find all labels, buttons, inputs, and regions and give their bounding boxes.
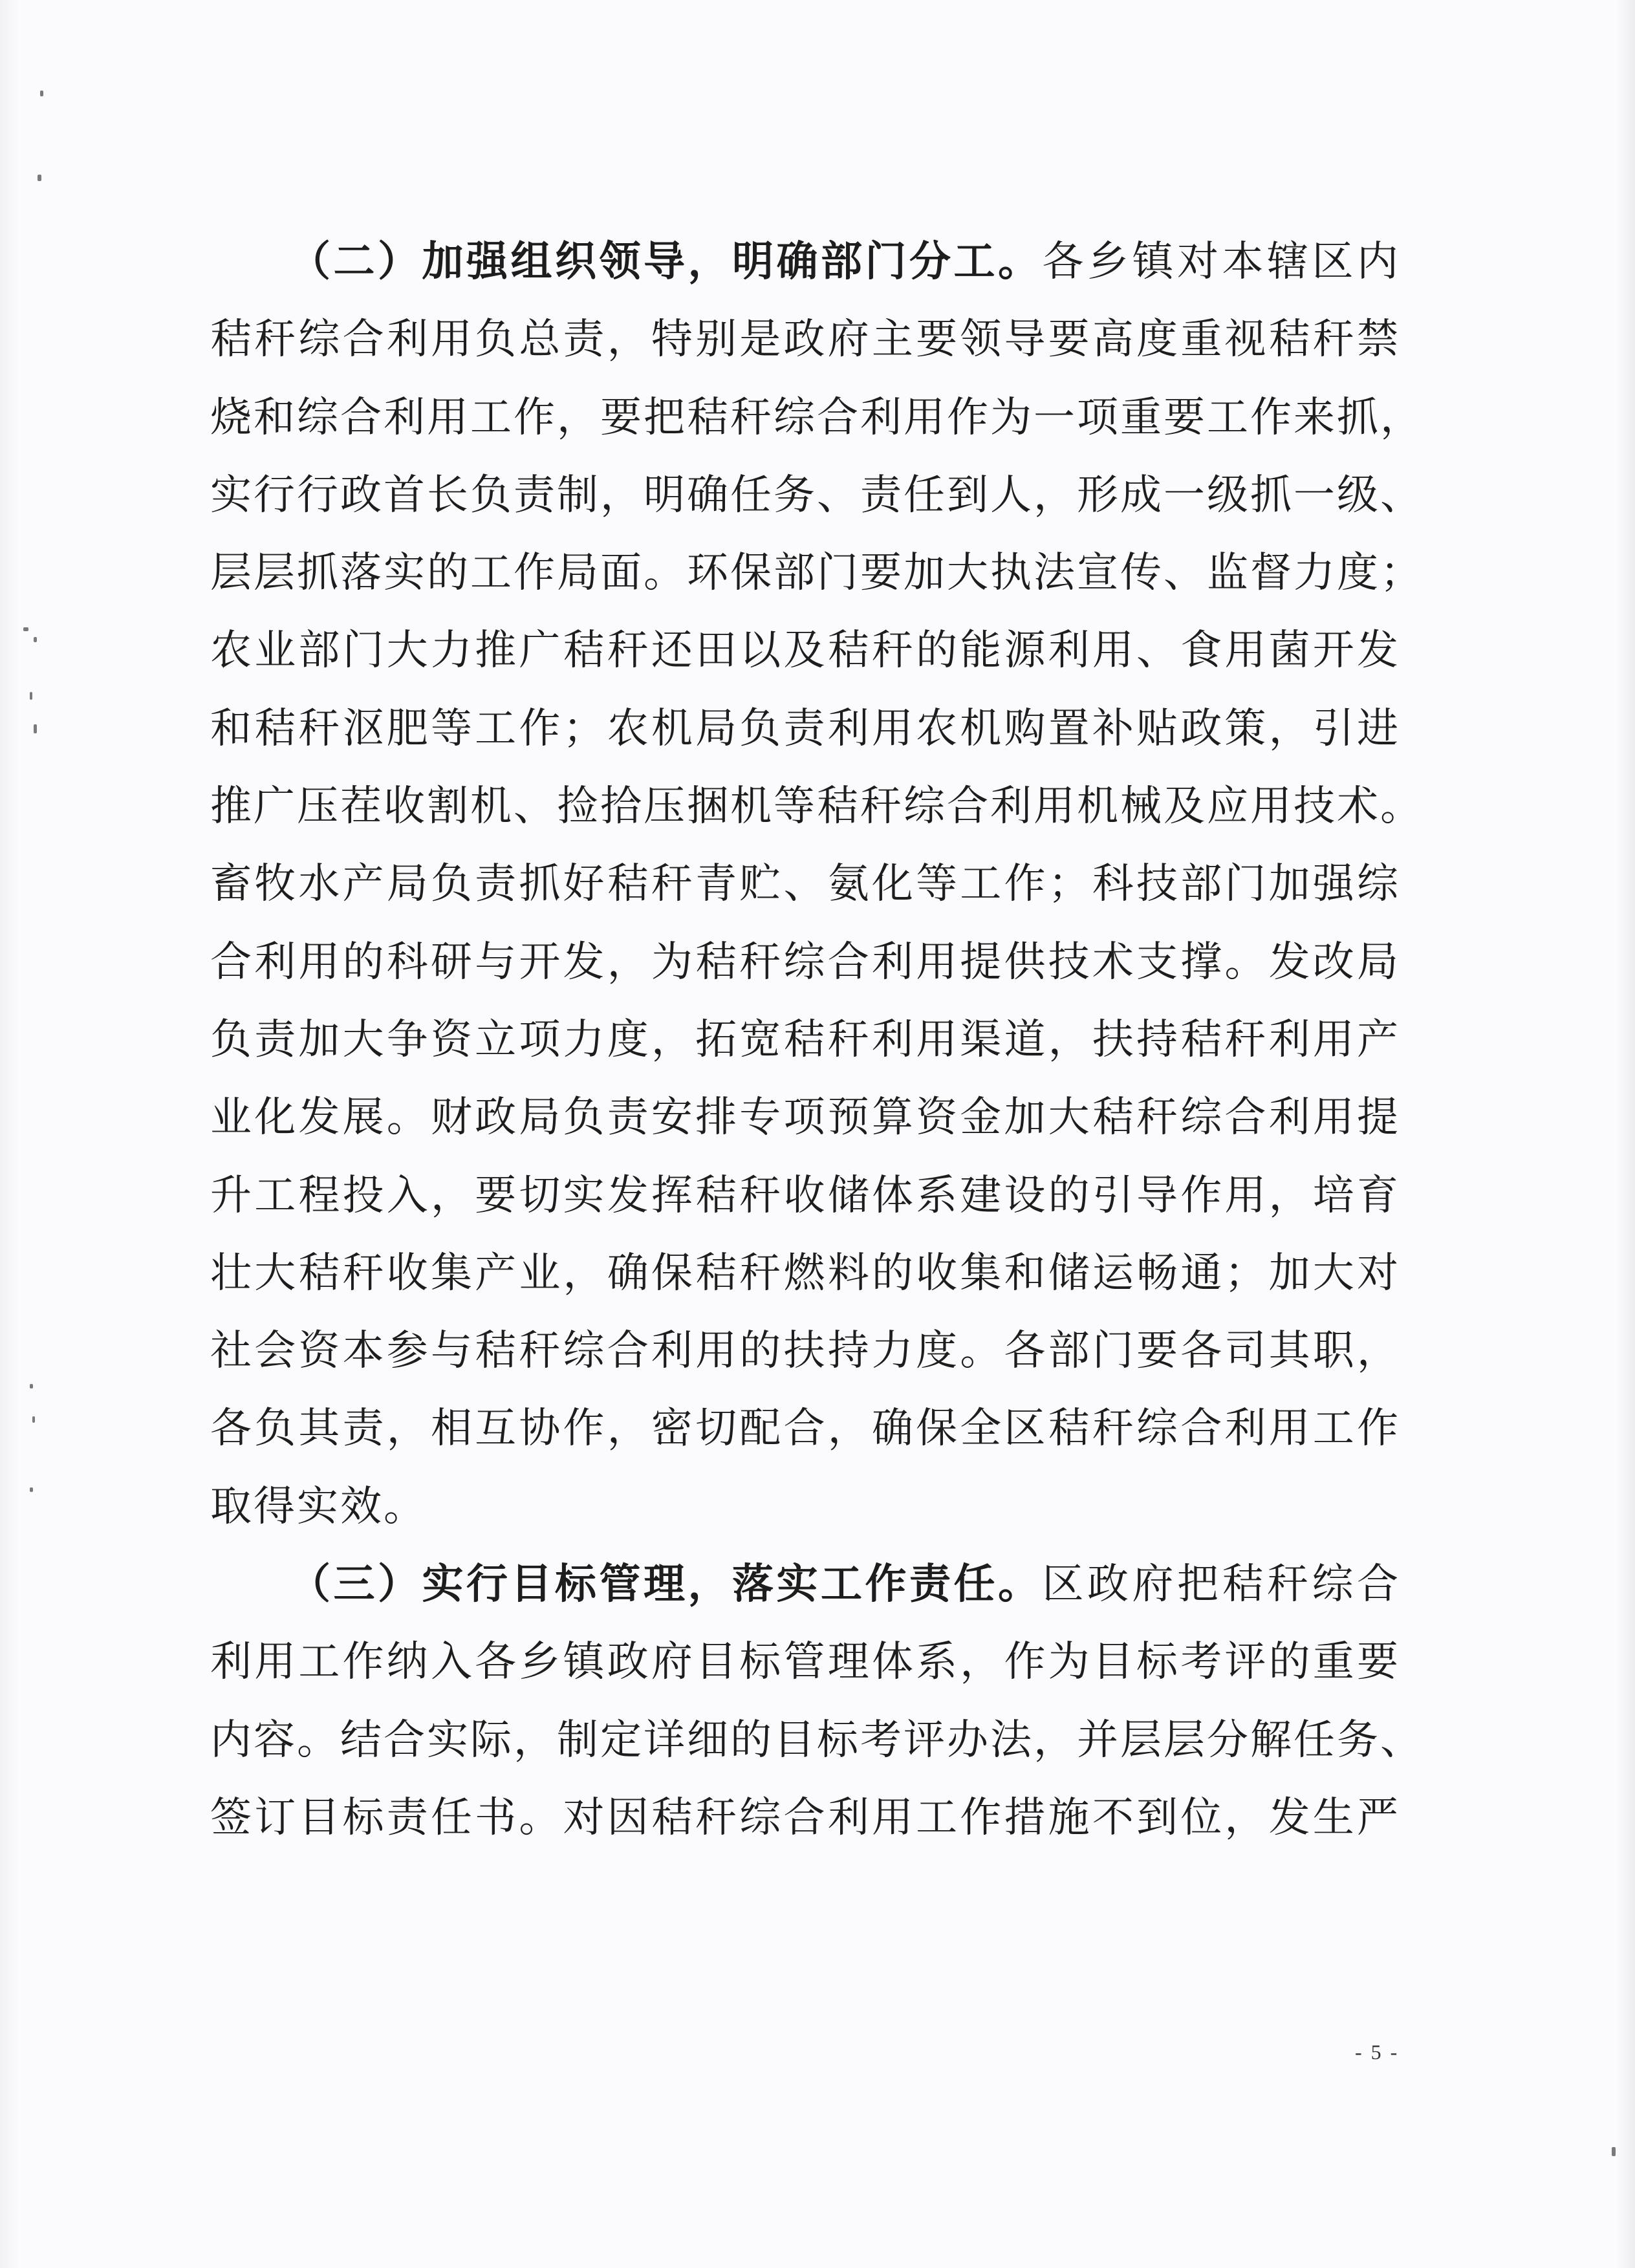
- body-line: 合利用的科研与开发，为秸秆综合利用提供技术支撑。发改局: [210, 938, 1400, 986]
- scan-speck: [1612, 2147, 1616, 2156]
- body-line: 实行行政首长负责制，明确任务、责任到人，形成一级抓一级、: [210, 471, 1424, 519]
- scan-speck: [32, 1416, 35, 1423]
- body-line: 畜牧水产局负责抓好秸秆青贮、氨化等工作；科技部门加强综: [210, 860, 1400, 909]
- scan-speck: [23, 627, 28, 631]
- body-line: 壮大秸秆收集产业，确保秸秆燃料的收集和储运畅通；加大对: [210, 1249, 1400, 1297]
- body-line: 和秸秆沤肥等工作；农机局负责利用农机购置补贴政策，引进: [210, 704, 1400, 753]
- scan-speck: [34, 637, 37, 642]
- body-line: 层层抓落实的工作局面。环保部门要加大执法宣传、监督力度；: [210, 549, 1424, 598]
- body-line: 签订目标责任书。对因秸秆综合利用工作措施不到位，发生严: [210, 1793, 1400, 1842]
- body-line-last: 取得实效。: [210, 1482, 427, 1531]
- section-heading-3: （三）实行目标管理，落实工作责任。: [289, 1561, 1043, 1609]
- scan-speck: [30, 1487, 33, 1492]
- scan-speck: [34, 724, 37, 733]
- scan-speck: [30, 692, 32, 700]
- body-line: 升工程投入，要切实发挥秸秆收储体系建设的引导作用，培育: [210, 1171, 1400, 1220]
- body-line: 利用工作纳入各乡镇政府目标管理体系，作为目标考评的重要: [210, 1638, 1400, 1687]
- document-body: [210, 223, 1424, 1857]
- body-line: 社会资本参与秸秆综合利用的扶持力度。各部门要各司其职，: [210, 1327, 1400, 1376]
- body-line: 农业部门大力推广秸秆还田以及秸秆的能源利用、食用菌开发: [210, 627, 1400, 675]
- scan-speck: [40, 91, 43, 96]
- body-text: 区政府把秸秆综合: [1042, 1561, 1400, 1609]
- body-line: 负责加大争资立项力度，拓宽秸秆利用渠道，扶持秸秆利用产: [210, 1015, 1400, 1064]
- body-line: 各负其责，相互协作，密切配合，确保全区秸秆综合利用工作: [210, 1405, 1400, 1453]
- paragraph-3-line-1: [210, 1546, 1400, 1623]
- body-line: 内容。结合实际，制定详细的目标考评办法，并层层分解任务、: [210, 1716, 1424, 1764]
- body-text: 各乡镇对本辖区内: [1042, 238, 1400, 286]
- scan-speck: [38, 175, 41, 181]
- paragraph-2-line-1: [210, 223, 1400, 301]
- page-number: - 5 -: [1355, 2040, 1400, 2064]
- body-line: 推广压茬收割机、捡拾压捆机等秸秆综合利用机械及应用技术。: [210, 783, 1424, 831]
- scan-speck: [30, 1384, 33, 1388]
- section-heading-2: （二）加强组织领导，明确部门分工。: [289, 238, 1043, 286]
- body-line: 秸秆综合利用负总责，特别是政府主要领导要高度重视秸秆禁: [210, 316, 1400, 364]
- body-line: 业化发展。财政局负责安排专项预算资金加大秸秆综合利用提: [210, 1094, 1400, 1142]
- body-line: 烧和综合利用工作，要把秸秆综合利用作为一项重要工作来抓，: [210, 393, 1424, 442]
